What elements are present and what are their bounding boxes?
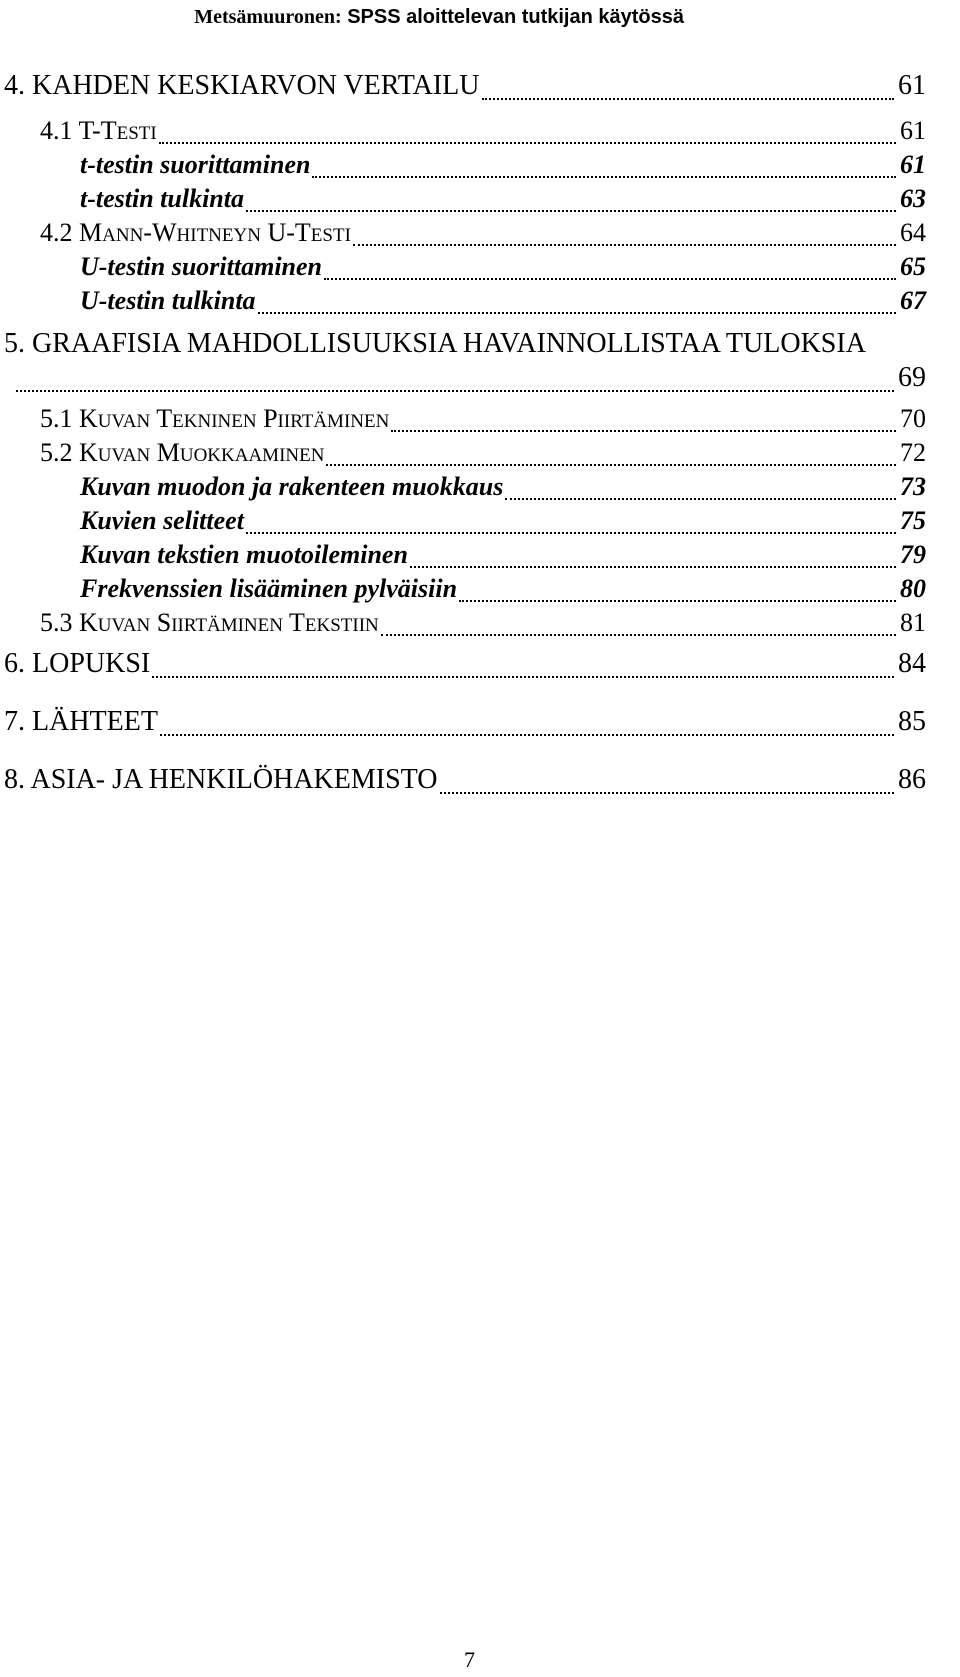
toc-leader-dots <box>482 88 894 100</box>
toc-entry-label <box>80 184 244 214</box>
toc-entry[interactable] <box>0 328 930 398</box>
toc-entry-page: 81 <box>900 608 926 637</box>
toc-entry-page: 61 <box>898 70 926 101</box>
toc-entry-page: 65 <box>900 252 926 281</box>
header-title: SPSS aloittelevan tutkijan käytössä <box>347 6 684 28</box>
toc-entry-page: 72 <box>900 438 926 467</box>
toc-entry[interactable] <box>0 150 930 184</box>
toc-entry-label <box>80 286 256 316</box>
toc-entry-number: 5.1 <box>40 404 73 433</box>
toc-entry[interactable] <box>0 252 930 286</box>
toc-entry-label <box>40 116 157 146</box>
toc-leader-dots <box>459 590 896 602</box>
toc-entry-number: 4.2 <box>40 218 73 247</box>
toc-entry-title: Kuvan muodon ja rakenteen muokkaus <box>80 472 504 501</box>
toc-entry-title: LOPUKSI <box>32 648 151 679</box>
toc-entry-label <box>40 438 324 468</box>
toc-entry-page: 61 <box>900 116 926 145</box>
toc-entry[interactable] <box>0 404 930 438</box>
toc-entry-number: 7. <box>4 706 25 737</box>
header-author: Metsämuuronen: <box>194 6 342 28</box>
toc-entry-page: 85 <box>898 706 926 737</box>
toc-entry-number: 5.3 <box>40 608 73 637</box>
toc-entry-title: KUVAN TEKNINEN PIIRTÄMINEN <box>79 404 390 433</box>
toc-leader-dots <box>353 234 896 246</box>
toc-entry-page: 80 <box>900 574 926 603</box>
page-number: 7 <box>464 1647 475 1672</box>
toc-entry-title: KAHDEN KESKIARVON VERTAILU <box>32 70 480 101</box>
toc-leader-dots <box>391 420 896 432</box>
toc-entry-page: 64 <box>900 218 926 247</box>
running-header <box>0 6 960 29</box>
toc-entry-title: U-testin tulkinta <box>80 286 256 315</box>
toc-entry-page: 67 <box>900 286 926 315</box>
toc-entry-title: Frekvenssien lisääminen pylväisiin <box>80 574 458 603</box>
toc-leader-dots <box>312 166 896 178</box>
toc-leader-dots <box>160 724 894 736</box>
toc-entry-page: 84 <box>898 648 926 679</box>
toc-entry-page: 79 <box>900 540 926 569</box>
toc-entry-title: U-testin suorittaminen <box>80 252 322 281</box>
toc-entry-number: 5. <box>4 328 25 359</box>
toc-entry-title: Kuvien selitteet <box>80 506 244 535</box>
toc-entry-page: 73 <box>900 472 926 501</box>
toc-entry[interactable] <box>0 540 930 574</box>
toc-entry-label <box>4 328 866 360</box>
toc-leader-dots <box>440 782 895 794</box>
toc-entry[interactable] <box>0 218 930 252</box>
toc-entry-number: 6. <box>4 648 25 679</box>
toc-entry-label <box>80 574 457 604</box>
toc-entry-page: 70 <box>900 404 926 433</box>
toc-entry[interactable] <box>0 708 930 742</box>
toc-leader-dots <box>159 132 896 144</box>
toc-entry[interactable] <box>0 72 930 106</box>
toc-entry[interactable] <box>0 766 930 800</box>
toc-leader-dots <box>152 666 894 678</box>
toc-entry-page: 61 <box>900 150 926 179</box>
toc-entry-number: 4.1 <box>40 116 73 145</box>
toc-entry-page: 86 <box>898 764 926 795</box>
toc-entry-number: 4. <box>4 70 25 101</box>
toc-entry-title: MANN-WHITNEYN U-TESTI <box>79 218 351 247</box>
toc-entry-title: LÄHTEET <box>32 706 158 737</box>
toc-entry[interactable] <box>0 574 930 608</box>
toc-entry-label <box>40 608 379 638</box>
toc-entry-page: 63 <box>900 184 926 213</box>
toc-entry-number: 8. <box>4 764 25 795</box>
toc-entry[interactable] <box>0 116 930 150</box>
toc-leader-dots <box>246 200 896 212</box>
toc-leader-dots <box>258 302 896 314</box>
toc-entry[interactable] <box>0 184 930 218</box>
toc-entry[interactable] <box>0 472 930 506</box>
toc-entry[interactable] <box>0 438 930 472</box>
toc-entry-title: t-testin suorittaminen <box>80 150 311 179</box>
toc-leader-dots <box>381 624 896 636</box>
toc-entry-title: Kuvan tekstien muotoileminen <box>80 540 408 569</box>
toc-entry-label <box>4 70 480 102</box>
toc-entry-label <box>4 648 150 680</box>
toc-entry[interactable] <box>0 506 930 540</box>
toc-entry-label <box>4 764 438 796</box>
toc-entry-title: GRAAFISIA MAHDOLLISUUKSIA HAVAINNOLLISTAA TULOKSIA <box>32 328 866 359</box>
toc-leader-dots <box>324 268 896 280</box>
toc-leader-dots <box>326 454 896 466</box>
toc-leader-dots <box>246 522 896 534</box>
toc-entry-title: ASIA- JA HENKILÖHAKEMISTO <box>30 764 438 795</box>
toc-entry-label <box>40 404 389 434</box>
toc-leader-dots <box>410 556 896 568</box>
toc-entry-label <box>80 506 244 536</box>
toc-entry-title: KUVAN MUOKKAAMINEN <box>79 438 325 467</box>
toc-entry[interactable] <box>0 608 930 642</box>
toc-entry-label <box>80 252 322 282</box>
toc-entry-label <box>4 706 158 738</box>
toc-entry-label <box>80 150 310 180</box>
toc-entry-page: 69 <box>898 362 926 393</box>
toc-entry-label <box>80 540 408 570</box>
toc-entry-page: 75 <box>900 506 926 535</box>
toc-entry[interactable] <box>0 286 930 320</box>
toc-leader-dots <box>16 380 894 392</box>
toc-entry-label <box>80 472 503 502</box>
toc-entry-title: t-testin tulkinta <box>80 184 244 213</box>
toc-entry-title: KUVAN SIIRTÄMINEN TEKSTIIN <box>79 608 379 637</box>
toc-entry-title: T-TESTI <box>78 116 157 145</box>
toc-entry-label <box>40 218 351 248</box>
toc-leader-dots <box>505 488 896 500</box>
toc-entry[interactable] <box>0 650 930 684</box>
toc-entry-number: 5.2 <box>40 438 73 467</box>
